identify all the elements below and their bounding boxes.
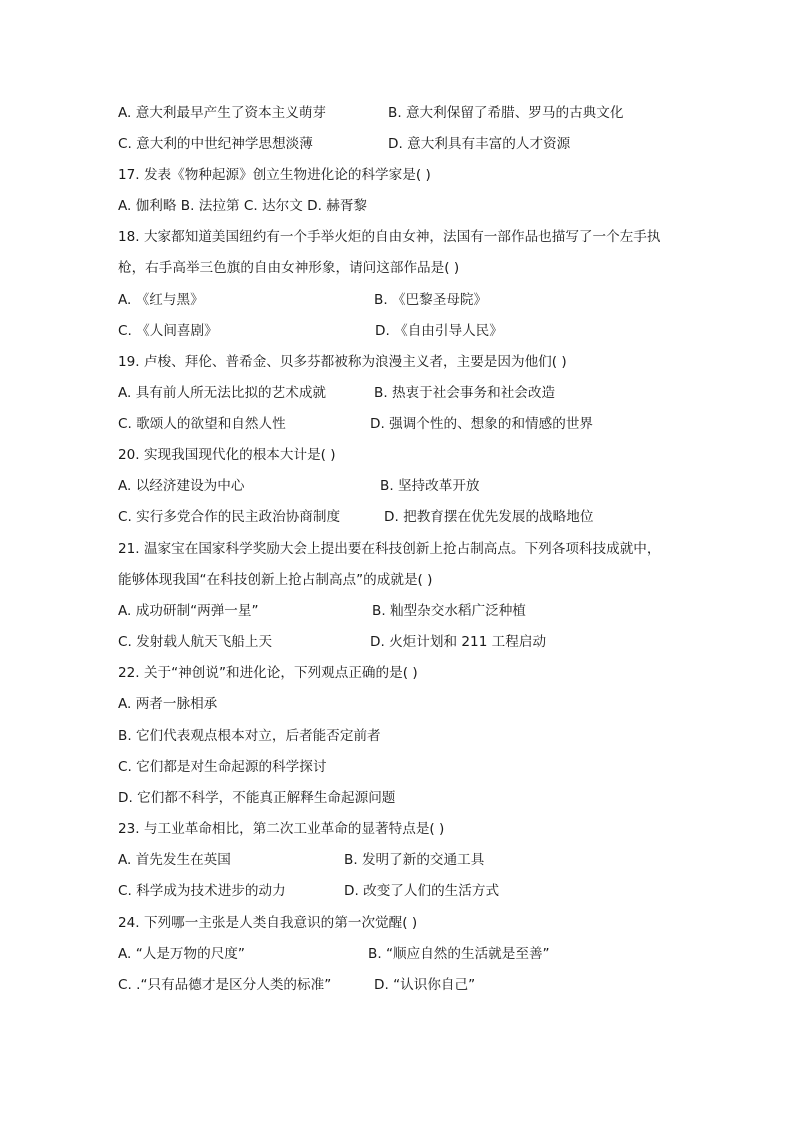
option-d: D. 它们都不科学，不能真正解释生命起源问题 bbox=[118, 790, 396, 806]
question-line bbox=[118, 290, 488, 310]
option-d: D. 《自由引导人民》 bbox=[375, 323, 503, 339]
question-stem: 22. 关于“神创说”和进化论，下列观点正确的是( ) bbox=[118, 665, 418, 681]
question-line bbox=[118, 476, 480, 496]
option-c: C. 意大利的中世纪神学思想淡薄 bbox=[118, 136, 313, 152]
question-stem: 19. 卢梭、拜伦、普希金、贝多芬都被称为浪漫主义者，主要是因为他们( ) bbox=[118, 354, 567, 370]
question-stem: 21. 温家宝在国家科学奖励大会上提出要在科技创新上抢占制高点。下列各项科技成就中， bbox=[118, 541, 661, 557]
question-line bbox=[118, 414, 594, 434]
question-line bbox=[118, 975, 476, 995]
question-line bbox=[118, 601, 526, 621]
option-b: B. 《巴黎圣母院》 bbox=[374, 292, 488, 308]
option-c: C. 《人间喜剧》 bbox=[118, 323, 218, 339]
option-a: A. 以经济建设为中心 bbox=[118, 478, 245, 494]
question-line bbox=[118, 944, 550, 964]
question-line bbox=[118, 881, 500, 901]
option-d: D. 意大利具有丰富的人才资源 bbox=[388, 136, 571, 152]
option-d: D. 强调个性的、想象的和情感的世界 bbox=[370, 416, 594, 432]
option-c: C. 实行多党合作的民主政治协商制度 bbox=[118, 509, 341, 525]
question-options: A. 伽利略 B. 法拉第 C. 达尔文 D. 赫胥黎 bbox=[118, 198, 368, 214]
option-a: A. 具有前人所无法比拟的艺术成就 bbox=[118, 385, 327, 401]
question-line bbox=[118, 632, 547, 652]
option-d: D. “认识你自己” bbox=[374, 977, 476, 993]
option-a: A. 首先发生在英国 bbox=[118, 852, 231, 868]
question-stem: 17. 发表《物种起源》创立生物进化论的科学家是( ) bbox=[118, 167, 431, 183]
option-b: B. 热衷于社会事务和社会改造 bbox=[374, 385, 556, 401]
option-b: B. “顺应自然的生活就是至善” bbox=[368, 946, 550, 962]
option-d: D. 改变了人们的生活方式 bbox=[344, 883, 500, 899]
option-c: C. 它们都是对生命起源的科学探讨 bbox=[118, 759, 327, 775]
option-c: C. .“只有品德才是区分人类的标准” bbox=[118, 977, 332, 993]
option-b: B. 坚持改革开放 bbox=[380, 478, 480, 494]
option-c: C. 科学成为技术进步的动力 bbox=[118, 883, 286, 899]
option-b: B. 籼型杂交水稻广泛种植 bbox=[372, 603, 526, 619]
option-b: B. 意大利保留了希腊、罗马的古典文化 bbox=[388, 105, 624, 121]
option-b: B. 发明了新的交通工具 bbox=[344, 852, 485, 868]
option-d: D. 火炬计划和 211 工程启动 bbox=[370, 634, 547, 650]
option-a: A. 两者一脉相承 bbox=[118, 696, 218, 712]
question-stem: 23. 与工业革命相比，第二次工业革命的显著特点是( ) bbox=[118, 821, 445, 837]
question-stem: 20. 实现我国现代化的根本大计是( ) bbox=[118, 447, 336, 463]
option-a: A. 成功研制“两弹一星” bbox=[118, 603, 259, 619]
option-a: A. “人是万物的尺度” bbox=[118, 946, 245, 962]
question-stem: 枪，右手高举三色旗的自由女神形象，请问这部作品是( ) bbox=[118, 260, 460, 276]
option-d: D. 把教育摆在优先发展的战略地位 bbox=[384, 509, 594, 525]
question-stem: 能够体现我国“在科技创新上抢占制高点”的成就是( ) bbox=[118, 572, 433, 588]
question-line bbox=[118, 321, 503, 341]
question-line bbox=[118, 850, 485, 870]
option-c: C. 歌颂人的欲望和自然人性 bbox=[118, 416, 286, 432]
option-c: C. 发射载人航天飞船上天 bbox=[118, 634, 273, 650]
question-line bbox=[118, 103, 624, 123]
question-stem: 24. 下列哪一主张是人类自我意识的第一次觉醒( ) bbox=[118, 915, 418, 931]
question-line bbox=[118, 507, 594, 527]
option-b: B. 它们代表观点根本对立，后者能否定前者 bbox=[118, 728, 381, 744]
question-line bbox=[118, 134, 571, 154]
option-a: A. 意大利最早产生了资本主义萌芽 bbox=[118, 105, 327, 121]
question-stem: 18. 大家都知道美国纽约有一个手举火炬的自由女神，法国有一部作品也描写了一个左手执 bbox=[118, 229, 661, 245]
question-line bbox=[118, 383, 556, 403]
option-a: A. 《红与黑》 bbox=[118, 292, 204, 308]
